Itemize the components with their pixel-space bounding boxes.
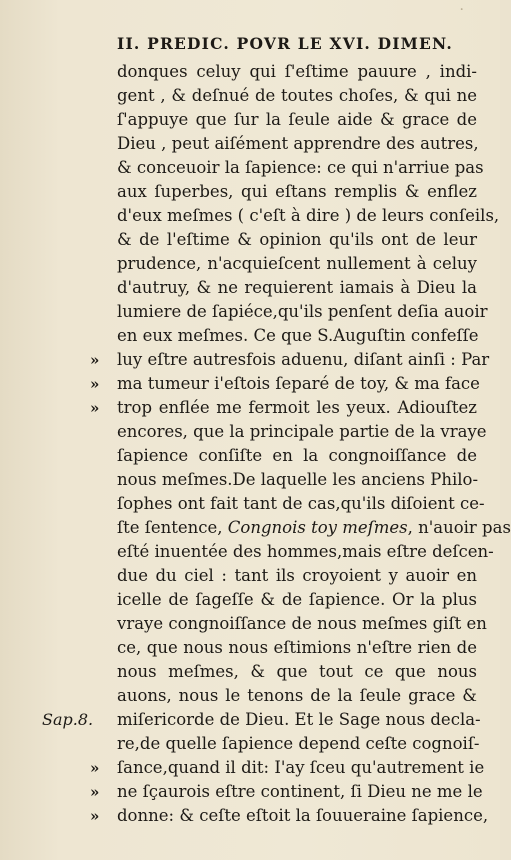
- text-line: & conceuoir la ſapience: ce qui n'arriue pas: [117, 158, 484, 177]
- text-line: vraye congnoiſſance de nous meſmes giſt en: [117, 614, 487, 633]
- text-line: auons, nous le tenons de la ſeule grace &: [117, 686, 477, 705]
- text-line: ſance,quand il dit: I'ay ſceu qu'autrement ie: [117, 758, 485, 777]
- text-line: ma tumeur i'eſtois ſeparé de toy, & ma face: [117, 374, 480, 393]
- text-line: ne ſçaurois eſtre continent, ſi Dieu ne me le: [117, 782, 483, 801]
- quotation-marker: »: [90, 375, 100, 393]
- text-line: en eux meſmes. Ce que S.Auguſtin confeſſe: [117, 326, 479, 345]
- text-line: encores, que la principale partie de la vraye: [117, 422, 487, 441]
- text-line: ſ'appuye que ſur la ſeule aide & grace de: [117, 110, 477, 129]
- running-head: II. PREDIC. POVR LE XVI. DIMEN.: [117, 34, 454, 53]
- text-line: due du ciel : tant ils croyoient y auoir en: [117, 566, 477, 585]
- text-line: d'autruy, & ne requierent iamais à Dieu la: [117, 278, 477, 297]
- text-line: ſapience conſiſte en la congnoiſſance de: [117, 446, 477, 465]
- quotation-marker: »: [90, 351, 100, 369]
- quotation-marker: »: [90, 399, 100, 417]
- text-line: nous meſmes.De laquelle les anciens Philo-: [117, 470, 479, 489]
- text-line: & de l'eſtime & opinion qu'ils ont de leur: [117, 230, 477, 249]
- text-line: donne: & ceſte eſtoit la ſouueraine ſapience,: [117, 806, 489, 825]
- text-line: luy eſtre autresfois aduenu, diſant ainſi : Par: [117, 350, 490, 369]
- corner-mark: ·: [459, 2, 464, 18]
- margin-reference-note: Sap.8.: [42, 710, 94, 729]
- text-line: trop enflée me fermoit les yeux. Adiouſtez: [117, 398, 477, 417]
- text-line: gent , & deſnué de toutes choſes, & qui ne: [117, 86, 477, 105]
- text-line: donques celuy qui ſ'eſtime pauure , indi-: [117, 62, 477, 81]
- text-line-with-italic: ſte ſentence, Congnois toy meſmes, n'auoir pas: [117, 518, 511, 537]
- text-line: ce, que nous nous eſtimions n'eſtre rien de: [117, 638, 477, 657]
- text-line: prudence, n'acquieſcent nullement à celuy: [117, 254, 477, 273]
- text-line: Dieu , peut aiſément apprendre des autres,: [117, 134, 479, 153]
- text-line: ſophes ont fait tant de cas,qu'ils diſoient ce-: [117, 494, 485, 513]
- text-line: aux ſuperbes, qui eſtans remplis & enflez: [117, 182, 477, 201]
- quotation-marker: »: [90, 759, 100, 777]
- quotation-marker: »: [90, 783, 100, 801]
- text-line: lumiere de ſapiéce,qu'ils penſent deſia auoir: [117, 302, 488, 321]
- text-line: icelle de ſageſſe & de ſapience. Or la plus: [117, 590, 477, 609]
- text-line: d'eux meſmes ( c'eſt à dire ) de leurs conſeils,: [117, 206, 500, 225]
- text-line: eſté inuentée des hommes,mais eſtre deſcen-: [117, 542, 494, 561]
- text-line: nous meſmes, & que tout ce que nous: [117, 662, 477, 681]
- quotation-marker: »: [90, 807, 100, 825]
- text-line: re,de quelle ſapience depend ceſte cognoiſ-: [117, 734, 480, 753]
- text-line: miſericorde de Dieu. Et le Sage nous decla-: [117, 710, 481, 729]
- italic-citation: Congnois toy meſmes: [227, 518, 408, 537]
